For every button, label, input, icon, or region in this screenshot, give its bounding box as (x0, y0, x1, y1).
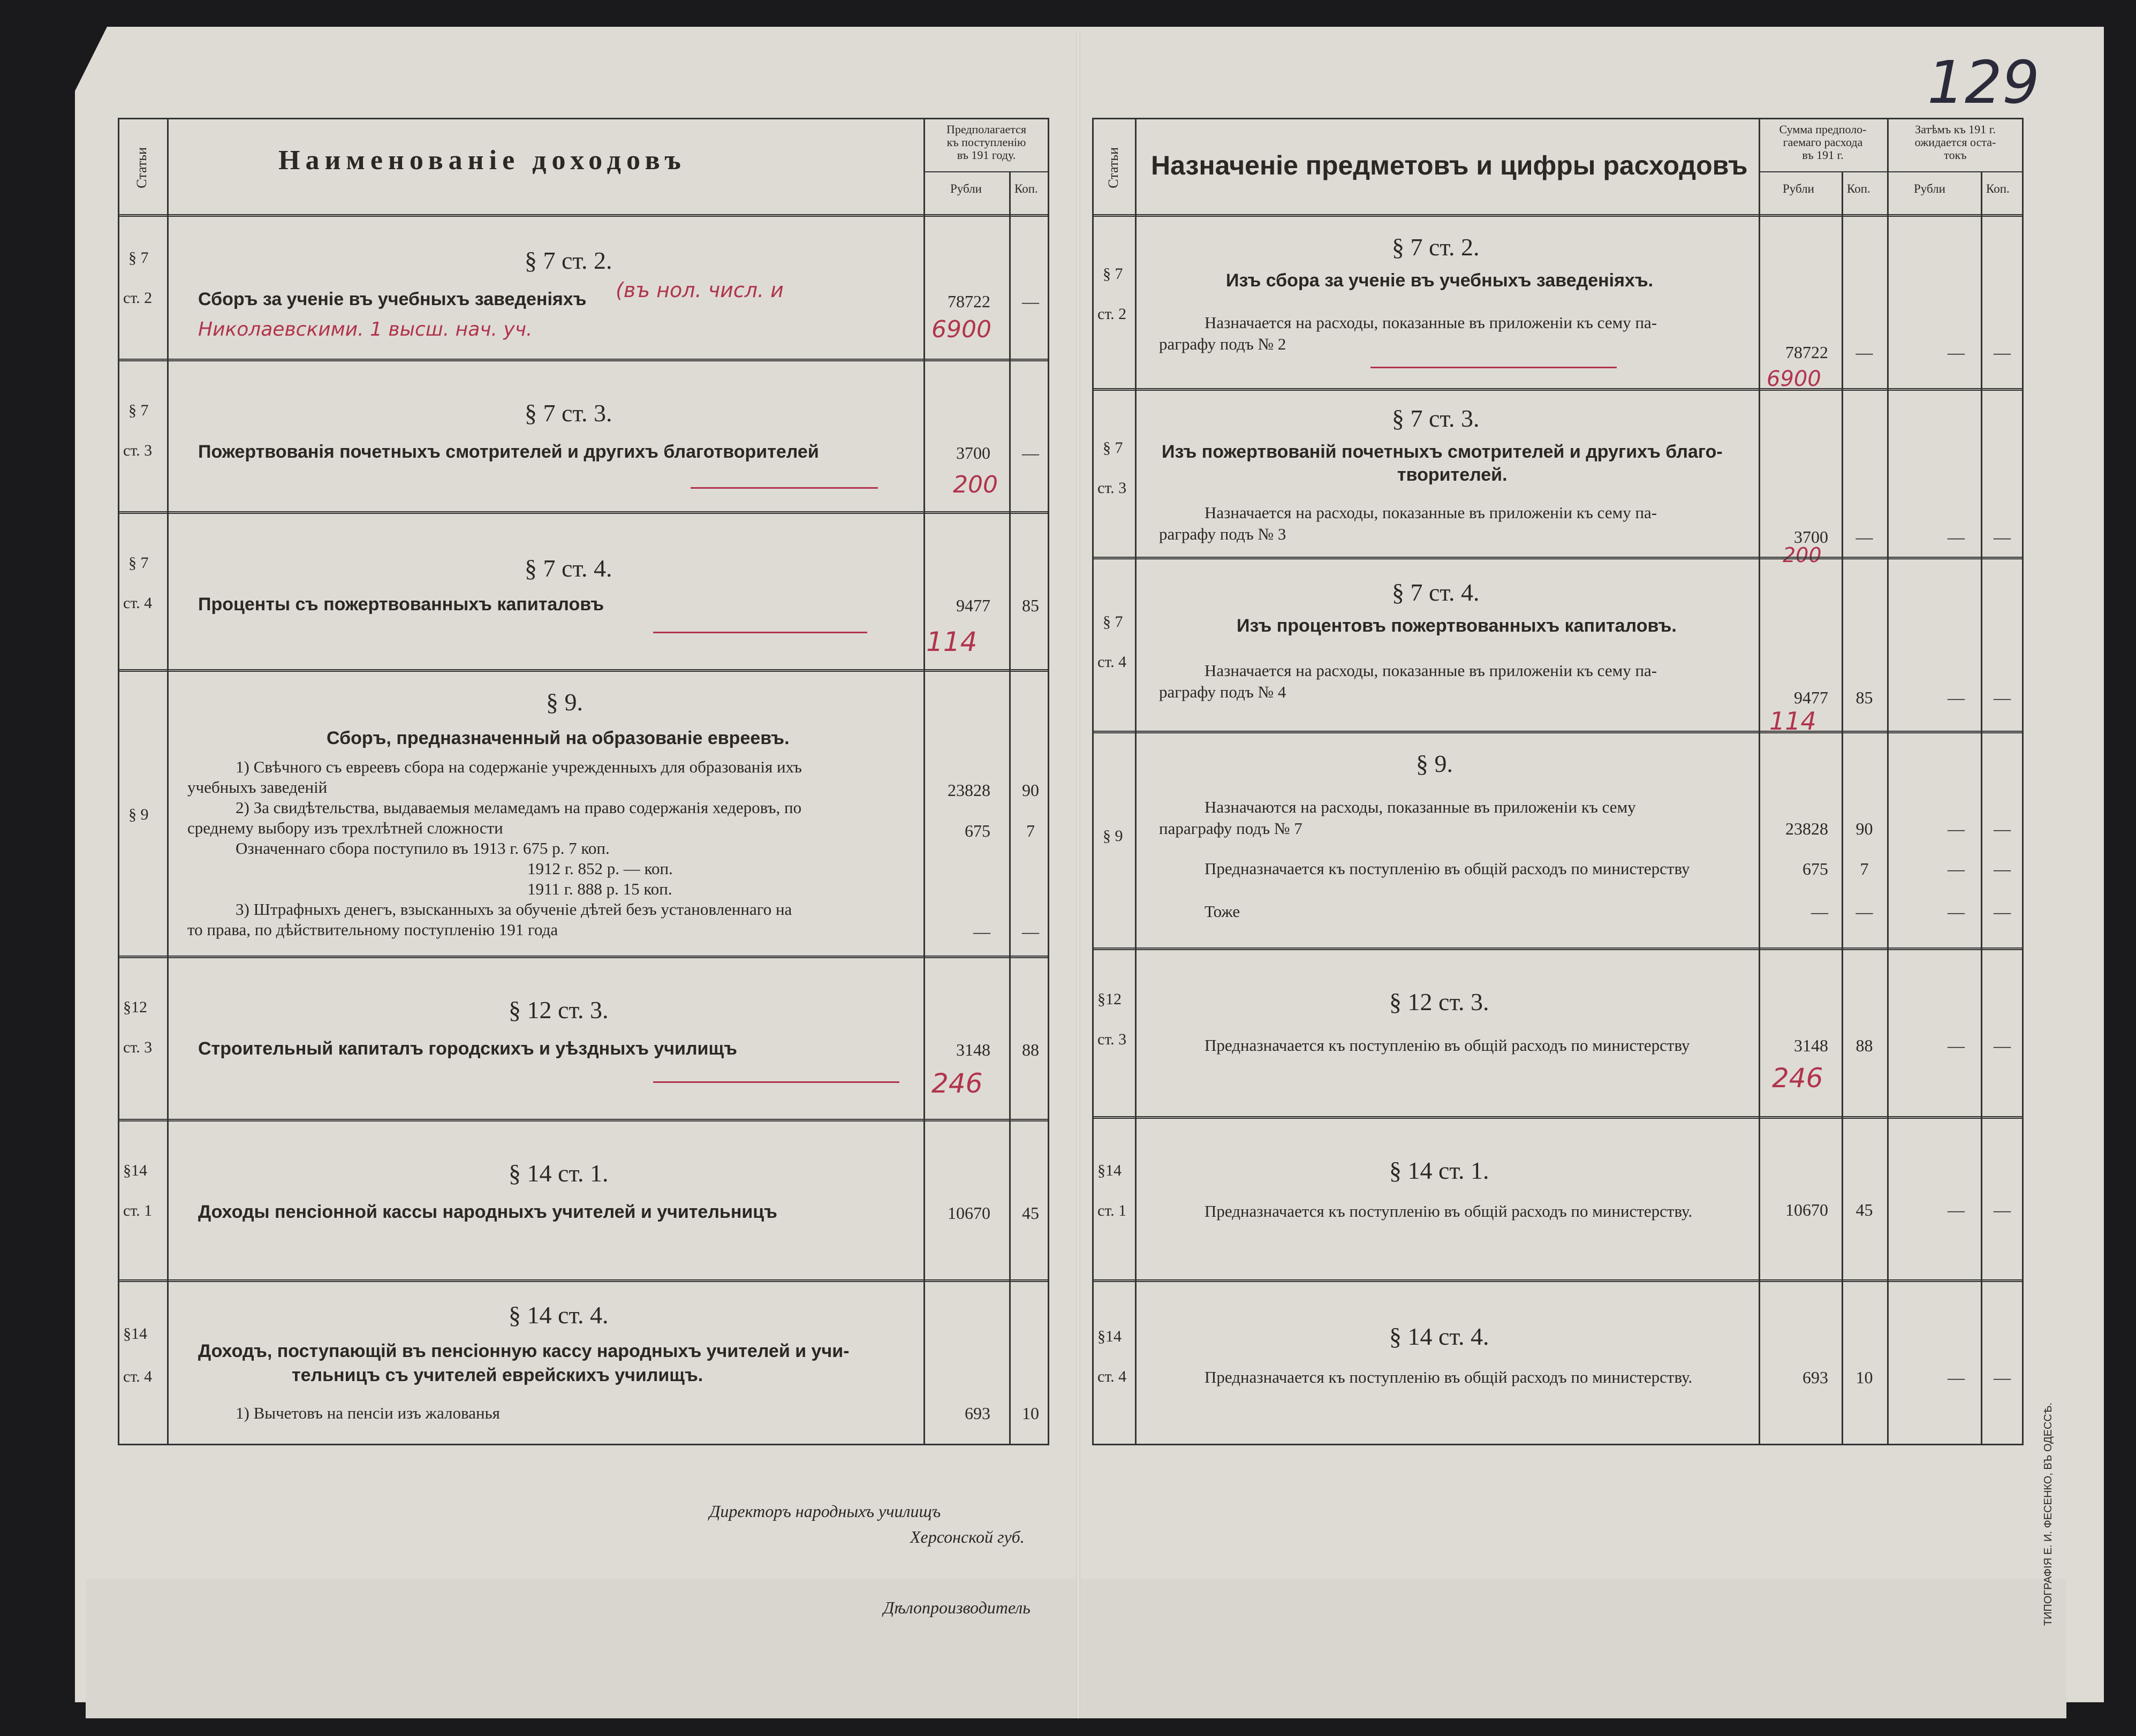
summa-header: Сумма предполо- гаемаго расхода въ 191 г. (1779, 123, 1867, 162)
handwritten-note: Николаевскими. 1 высш. нач. уч. (198, 319, 533, 340)
handwritten-value: 6900 (1767, 367, 1821, 391)
handwritten-value: 114 (926, 626, 978, 657)
handwritten-value: 6900 (931, 316, 991, 343)
handwritten-value: 246 (931, 1068, 983, 1099)
statya-header: Статьи (134, 147, 149, 188)
predpol-header: Предполагается къ поступленію въ 191 году. (946, 123, 1027, 162)
expense-table: Статьи Назначеніе предметовъ и цифры расходовъ Сумма предполо- гаемаго расхода въ 191 г. Затѣмъ къ 191 г. ожидается оста- токъ Рубли Коп. Рубли Коп. § 7 ст. 2 § 7 ст. 2. Изъ сбора за ученіе въ учебныхъ заведеніяхъ. Назначается на расходы, показанные въ приложеніи къ сему па- раграфу подъ № 2 78722 — — — 6900 § 7 ст. 3 § 7 ст. 3. Изъ пожертвованій почетныхъ смотрителей и другихъ благо- творителей. Назначается на расходы, показанные въ приложеніи къ сему па- раграфу подъ № 3 3700 — — — 200 § 7 ст. 4 § 7 ст. 4. Изъ процентовъ пожертвованныхъ капиталовъ. Назначается на расходы, показанные въ приложеніи къ сему па- раграфу подъ № 4 9477 85 — — 114 § 9 § 9. Назначаются на расходы, показанные въ приложеніи къ сему параграфу подъ № 7 Предназначается къ поступленію въ общій расходъ по министерству Тоже 23828 90 675 7 — — — — — — — — §12 ст. 3 § 12 ст. 3. Предназначается къ поступленію въ общій расходъ по министерству 3148 88 — — 246 §14 ст. 1 § 14 ст. 1. Предназначается къ поступленію въ общій расходъ по министерству. 10670 45 — — §14 ст. 4 § 14 ст. 4. Предназначается къ поступленію въ общій расходъ по министерству. 693 10 — — (1092, 118, 2024, 1445)
handwritten-value: 200 (1783, 543, 1822, 567)
kop-header: Коп. (1014, 182, 1038, 195)
page-number: 129 (1927, 48, 2040, 117)
handwritten-value: 114 (1769, 707, 1816, 736)
statya-header: Статьи (1105, 147, 1121, 188)
printer-imprint: ТИПОГРАФІЯ Е. И. ФЕСЕНКО, ВЪ ОДЕССѢ. (2042, 1403, 2054, 1626)
page-fold (1076, 32, 1080, 1718)
expense-title: Назначеніе предметовъ и цифры расходовъ (1151, 150, 1748, 180)
rubli-header: Рубли (950, 182, 982, 195)
zatem-header: Затѣмъ къ 191 г. ожидается оста- токъ (1914, 123, 1996, 162)
handwritten-value: 200 (953, 471, 998, 498)
handwritten-value: 246 (1772, 1063, 1823, 1094)
income-title: Наименованіе доходовъ (278, 145, 686, 176)
handwritten-note: (въ нол. числ. и (616, 278, 784, 302)
income-table: Статьи Наименованіе доходовъ Предполагается къ поступленію въ 191 году. Рубли Коп. § 7 ст. 2 § 7 ст. 2. Сборъ за ученіе въ учебныхъ заведеніяхъ 78722 — (въ нол. числ. и Николаевскими. 1 высш. нач. уч. 6900 § 7 ст. 3 § 7 ст. 3. Пожертвованія почетныхъ смотрителей и другихъ благотворителей 3700 — 200 § 7 ст. 4 § 7 ст. 4. Проценты съ пожертвованныхъ капиталовъ 9477 85 114 § 9 § 9. Сборъ, предназначенный на образованіе евреевъ. 1) Свѣчного съ евреевъ сбора на содержаніе учрежденныхъ для образованія ихъ учебныхъ заведеній 2) За свидѣтельства, выдаваемыя меламедамъ на право содержанія хедеровъ, по среднему выбору изъ трехлѣтней сложности Означеннаго сбора поступило въ 1913 г. 675 р. 7 коп. 1912 г. 852 р. — коп. 1911 г. 888 р. 15 коп. 3) Штрафныхъ денегъ, взысканныхъ за обученіе дѣтей безъ установленнаго на то права, по дѣйствительному поступленію 191 года 23828 90 675 7 — — §12 ст. 3 § 12 ст. 3. Строительный капиталъ городскихъ и уѣздныхъ училищъ 3148 88 246 §14 ст. 1 § 14 ст. 1. Доходы пенсіонной кассы народныхъ учителей и учительницъ 10670 45 §14 ст. 4 § 14 ст. 4. Доходъ, поступающій въ пенсіонную кассу народныхъ учителей и учи- тельницъ съ учителей еврейскихъ училищъ. 1) Вычетовъ на пенсіи изъ жалованья 693 10 (118, 118, 1049, 1445)
